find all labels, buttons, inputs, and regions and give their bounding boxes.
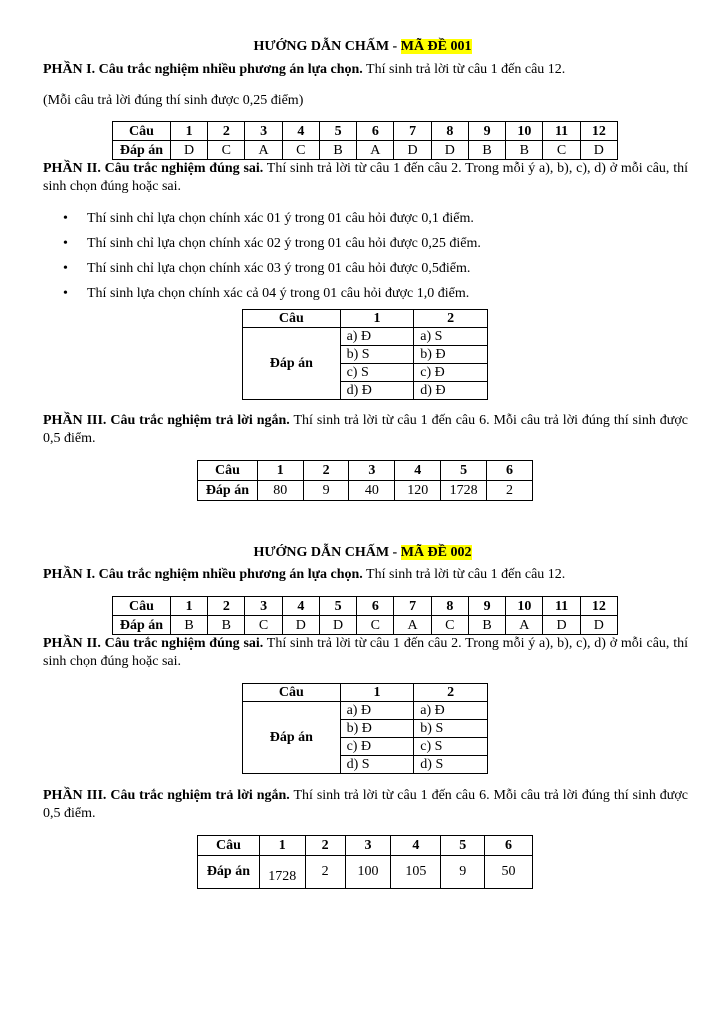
answer-cell: b) Đ [414,346,488,364]
answer-cell: C [543,141,580,160]
section1-text: Thí sinh trả lời từ câu 1 đến câu 12. [362,567,566,582]
scoring-bullets [43,210,683,310]
section3-heading-001 [43,412,688,448]
answer-cell: D [580,616,617,635]
answer-cell: d) S [340,756,414,774]
section3-text: Thí sinh trả lời từ câu 1 đến câu 6. Mỗi câu trả lời đúng thí sinh được 0,5 điểm. [43,413,689,446]
answer-cell: a) Đ [340,702,414,720]
answer-cell: C [208,141,245,160]
question-number: 1 [170,597,207,616]
question-number: 7 [394,597,431,616]
list-item: • Thí sinh chỉ lựa chọn chính xác 02 ý trong 01 câu hỏi được 0,25 điểm. [43,235,683,260]
table-row [198,836,533,856]
question-number: 11 [543,597,580,616]
section3-heading-002 [43,787,688,823]
table-row [113,122,618,141]
list-item: • Thí sinh chỉ lựa chọn chính xác 01 ý trong 01 câu hỏi được 0,1 điểm. [43,210,683,235]
answer-cell: c) Đ [340,738,414,756]
question-number: 11 [543,122,580,141]
question-number: 9 [468,597,505,616]
section2-bold: PHẦN II. Câu trắc nghiệm đúng sai. [43,161,264,176]
table-row [198,461,533,481]
section1-text: Thí sinh trả lời từ câu 1 đến câu 12. [362,62,566,77]
answer-cell: a) S [414,328,488,346]
question-number: 10 [506,597,543,616]
section1-bold: PHẦN I. Câu trắc nghiệm nhiều phương án lựa chọn. [43,62,363,77]
answer-cell: b) S [340,346,414,364]
section2-bold: PHẦN II. Câu trắc nghiệm đúng sai. [43,636,264,651]
answer-cell: B [468,616,505,635]
title-002 [0,544,725,561]
question-number: 4 [282,122,319,141]
answer-label: Đáp án [243,702,341,774]
answer-cell: C [245,616,282,635]
table-row [113,597,618,616]
section1-heading-002 [43,566,688,584]
section3-text: Thí sinh trả lời từ câu 1 đến câu 6. Mỗi câu trả lời đúng thí sinh được 0,5 điểm. [43,788,689,821]
answer-cell: 105 [391,856,441,889]
answer-cell: b) S [414,720,488,738]
answer-cell: B [208,616,245,635]
answer-cell: a) Đ [340,328,414,346]
question-number: 5 [441,836,485,856]
answer-cell: d) Đ [414,382,488,400]
question-number: 2 [305,836,345,856]
answer-cell: D [282,616,319,635]
answer-label: Đáp án [198,856,260,889]
answer-cell: 1728 [259,856,305,889]
question-number: 9 [468,122,505,141]
answer-cell: A [357,141,394,160]
question-number: 2 [414,310,488,328]
answer-cell: 9 [303,481,349,501]
answer-cell: c) Đ [414,364,488,382]
question-number: 1 [340,310,414,328]
answer-cell: a) Đ [414,702,488,720]
exam-code-highlight: MÃ ĐỀ 001 [400,39,472,54]
table-row [243,702,488,720]
answer-cell: C [357,616,394,635]
question-number: 4 [395,461,441,481]
header-cell: Câu [243,310,341,328]
table-row [243,310,488,328]
answer-cell: 100 [345,856,391,889]
header-cell: Câu [198,461,258,481]
section2-text: Thí sinh trả lời từ câu 1 đến câu 2. Trong mỗi ý a), b), c), d) ở mỗi câu, thí sinh chọn đúng hoặc sai. [43,161,688,194]
title-prefix: HƯỚNG DẪN CHẤM - [253,545,401,560]
answer-cell: D [170,141,207,160]
answer-cell: 40 [349,481,395,501]
table-row [198,481,533,501]
short-answer-table-001 [197,460,533,501]
question-number: 5 [319,122,356,141]
short-answer-table-002 [197,835,533,889]
question-number: 8 [431,597,468,616]
tf-table-001 [242,309,488,400]
answer-cell: d) Đ [340,382,414,400]
header-cell: Câu [113,597,171,616]
list-item: • Thí sinh lựa chọn chính xác cả 04 ý trong 01 câu hỏi được 1,0 điểm. [43,285,683,310]
question-number: 7 [394,122,431,141]
section2-heading-002 [43,635,688,671]
table-row [113,141,618,160]
question-number: 2 [414,684,488,702]
section1-bold: PHẦN I. Câu trắc nghiệm nhiều phương án lựa chọn. [43,567,363,582]
question-number: 8 [431,122,468,141]
answer-cell: 120 [395,481,441,501]
answer-cell: c) S [340,364,414,382]
header-cell: Câu [243,684,341,702]
answer-cell: 9 [441,856,485,889]
answer-cell: d) S [414,756,488,774]
answer-cell: D [431,141,468,160]
table-row [198,856,533,889]
question-number: 5 [319,597,356,616]
title-prefix: HƯỚNG DẪN CHẤM - [253,39,401,54]
answer-label: Đáp án [113,141,171,160]
question-number: 2 [208,597,245,616]
answer-cell: A [394,616,431,635]
answer-cell: 80 [257,481,303,501]
question-number: 4 [282,597,319,616]
table-row [243,328,488,346]
question-number: 6 [487,461,533,481]
answer-label: Đáp án [198,481,258,501]
mc-table-002 [112,596,618,635]
answer-cell: 2 [305,856,345,889]
table-row [243,684,488,702]
question-number: 1 [257,461,303,481]
answer-cell: 50 [485,856,533,889]
title-001 [0,38,725,55]
section1-heading-001 [43,61,688,79]
answer-cell: C [431,616,468,635]
answer-label: Đáp án [243,328,341,400]
section1-note-001: (Mỗi câu trả lời đúng thí sinh được 0,25 điểm) [43,93,304,108]
question-number: 3 [245,122,282,141]
question-number: 6 [485,836,533,856]
answer-cell: b) Đ [340,720,414,738]
answer-cell: B [506,141,543,160]
answer-cell: D [580,141,617,160]
question-number: 4 [391,836,441,856]
question-number: 10 [506,122,543,141]
answer-cell: c) S [414,738,488,756]
question-number: 5 [441,461,487,481]
answer-cell: B [319,141,356,160]
question-number: 3 [245,597,282,616]
answer-cell: 1728 [441,481,487,501]
answer-cell: D [319,616,356,635]
header-cell: Câu [113,122,171,141]
exam-code-highlight: MÃ ĐỀ 002 [400,545,472,560]
question-number: 1 [170,122,207,141]
question-number: 6 [357,122,394,141]
question-number: 12 [580,597,617,616]
question-number: 1 [259,836,305,856]
question-number: 2 [208,122,245,141]
answer-cell: B [468,141,505,160]
question-number: 1 [340,684,414,702]
question-number: 6 [357,597,394,616]
list-item: • Thí sinh chỉ lựa chọn chính xác 03 ý trong 01 câu hỏi được 0,5điểm. [43,260,683,285]
answer-cell: C [282,141,319,160]
question-number: 3 [349,461,395,481]
answer-cell: A [245,141,282,160]
header-cell: Câu [198,836,260,856]
mc-table-001 [112,121,618,160]
answer-cell: D [543,616,580,635]
section2-text: Thí sinh trả lời từ câu 1 đến câu 2. Trong mỗi ý a), b), c), d) ở mỗi câu, thí sinh chọn đúng hoặc sai. [43,636,688,669]
answer-cell: D [394,141,431,160]
answer-cell: B [170,616,207,635]
section2-heading-001 [43,160,688,196]
section3-bold: PHẦN III. Câu trắc nghiệm trả lời ngắn. [43,413,290,428]
answer-label: Đáp án [113,616,171,635]
tf-table-002 [242,683,488,774]
table-row [113,616,618,635]
section3-bold: PHẦN III. Câu trắc nghiệm trả lời ngắn. [43,788,290,803]
question-number: 12 [580,122,617,141]
question-number: 3 [345,836,391,856]
question-number: 2 [303,461,349,481]
answer-cell: 2 [487,481,533,501]
answer-cell: A [506,616,543,635]
